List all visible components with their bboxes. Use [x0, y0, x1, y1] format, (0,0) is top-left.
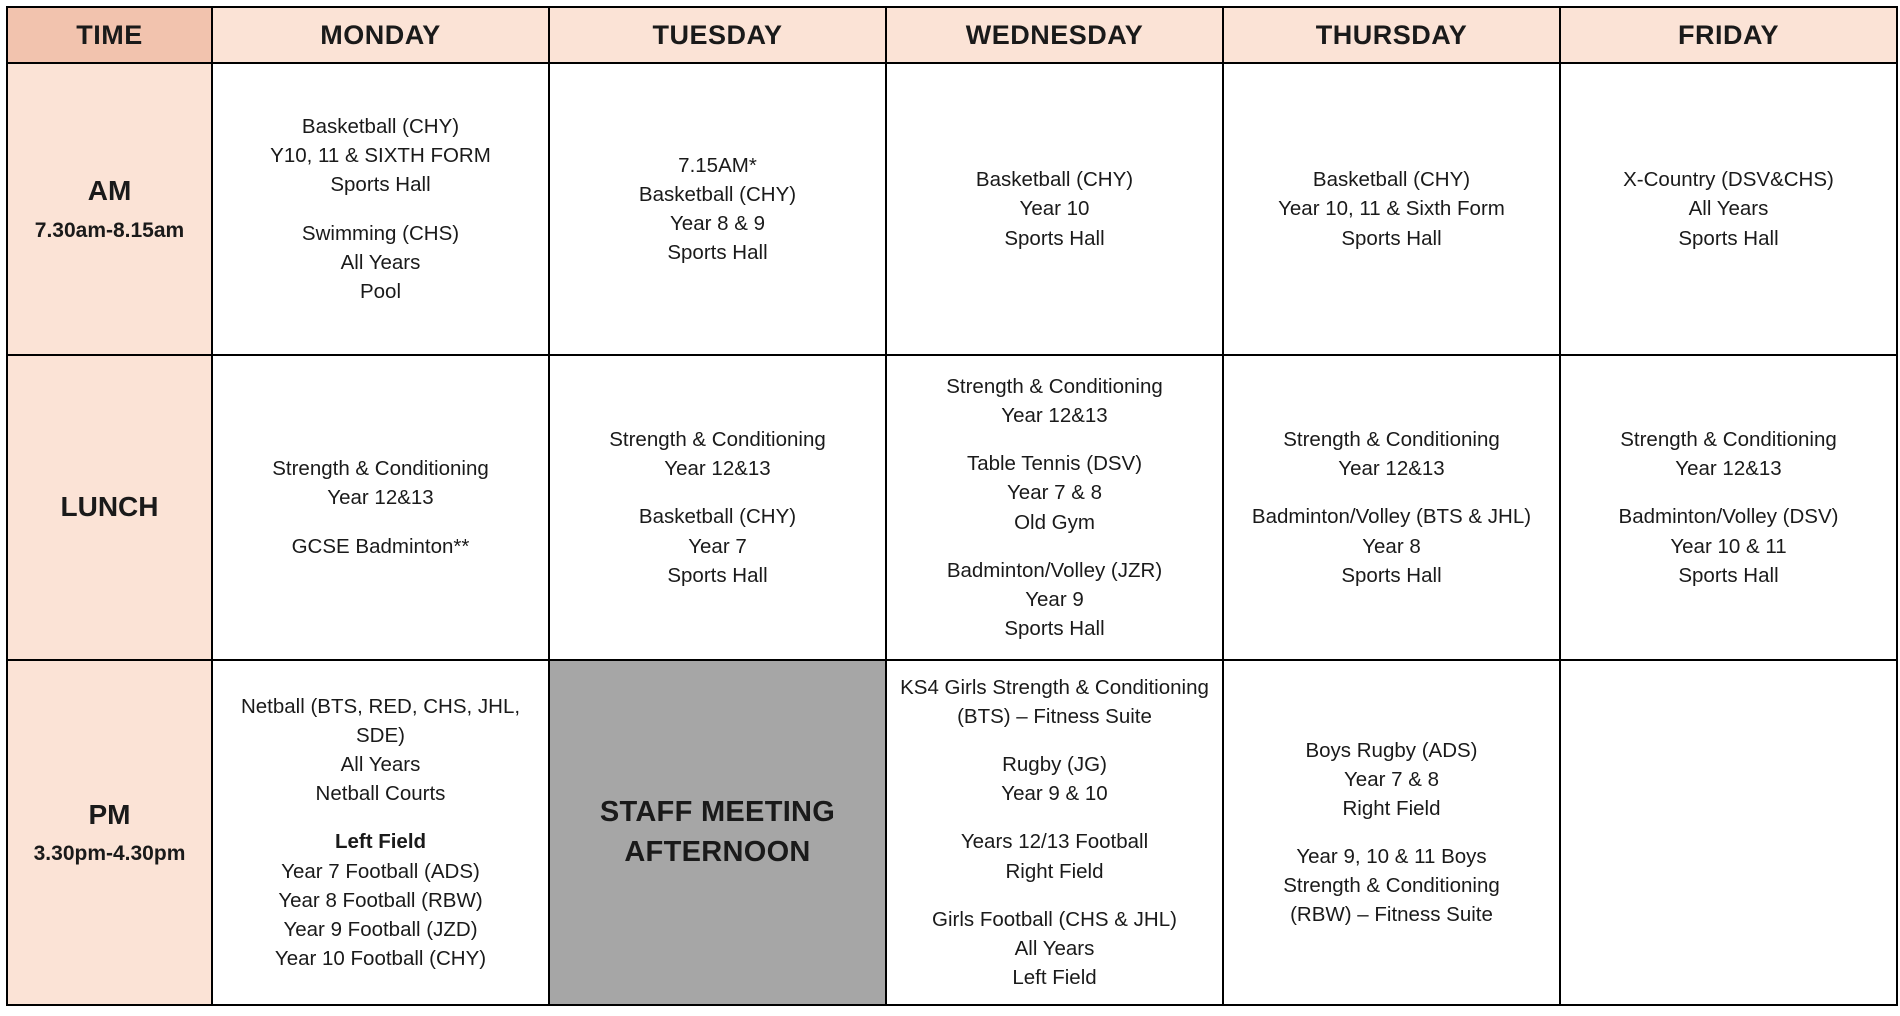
activity-line: 7.15AM* [678, 153, 757, 177]
activity-cell-tuesday-lunch [549, 355, 886, 660]
activity-line: Sports Hall [667, 563, 768, 587]
activity-cell-wednesday-pm [886, 660, 1223, 1005]
activity-line: Year 10 Football (CHY) [274, 946, 487, 970]
activity-line: Pool [359, 279, 402, 303]
activity-line: Swimming (CHS) [301, 221, 460, 245]
activity-line: Year 10 [1019, 197, 1090, 221]
activity-line: Rugby (JG) [1002, 753, 1107, 777]
activity-line: Year 12&13 [1338, 457, 1445, 481]
activity-line: Left Field [1012, 965, 1097, 989]
activity-line: Netball Courts [315, 782, 446, 806]
activity-line: Year 10 & 11 [1670, 534, 1787, 558]
header-day-wednesday: WEDNESDAY [886, 7, 1223, 63]
activity-block [893, 905, 1216, 992]
activity-line: Year 7 Football (ADS) [281, 859, 480, 883]
activity-block [893, 750, 1216, 808]
time-slot-lunch [7, 355, 212, 660]
staff-meeting-line: AFTERNOON [624, 835, 811, 868]
table-header [7, 7, 1897, 63]
activity-line: Strength & Conditioning [609, 428, 826, 452]
activity-line: All Years [1014, 936, 1095, 960]
activity-block [893, 673, 1216, 731]
activity-line: (BTS) – Fitness Suite [957, 705, 1152, 729]
activity-line: Badminton/Volley (BTS & JHL) [1251, 505, 1532, 529]
time-slot-label: PM [88, 798, 131, 830]
activity-line: Basketball (CHY) [638, 182, 797, 206]
activity-cell-thursday-lunch [1223, 355, 1560, 660]
activity-line: Strength & Conditioning [1283, 428, 1500, 452]
activity-line: Boys Rugby (ADS) [1305, 738, 1478, 762]
activity-block [556, 425, 879, 483]
activity-line: Year 7 & 8 [1344, 767, 1439, 791]
activity-line: Sports Hall [330, 173, 431, 197]
activity-block [893, 556, 1216, 643]
activity-line: Year 7 & 8 [1007, 481, 1102, 505]
activity-line: Basketball (CHY) [1312, 168, 1471, 192]
time-slot-range: 7.30am-8.15am [34, 218, 185, 242]
activity-cell-friday-lunch [1560, 355, 1897, 660]
activity-line: Year 9 Football (JZD) [283, 917, 478, 941]
activity-block [1567, 425, 1890, 483]
activity-block [1230, 165, 1553, 252]
header-row [7, 7, 1897, 63]
activity-line: Year 9 & 10 [1001, 782, 1108, 806]
activity-line: Badminton/Volley (DSV) [1618, 505, 1839, 529]
activity-line: Sports Hall [1341, 563, 1442, 587]
activity-block [219, 454, 542, 512]
activity-line: Year 8 & 9 [670, 212, 765, 235]
header-day-monday: MONDAY [212, 7, 549, 63]
activity-line: (RBW) – Fitness Suite [1290, 903, 1493, 927]
activity-line: Year 12&13 [1675, 457, 1782, 481]
activity-line: All Years [340, 250, 421, 274]
activity-block [1230, 736, 1553, 823]
header-day-tuesday: TUESDAY [549, 7, 886, 63]
activity-block [219, 827, 542, 973]
activity-line: Y10, 11 & SIXTH FORM [270, 144, 491, 168]
activity-line: Strength & Conditioning [272, 457, 489, 481]
activity-block [1230, 502, 1553, 589]
activity-line: Year 12&13 [1001, 404, 1108, 428]
activity-line: Sports Hall [667, 241, 768, 265]
activity-line: Year 7 [688, 534, 747, 558]
header-time: TIME [7, 7, 212, 63]
activity-line: Year 10, 11 & Sixth Form [1278, 197, 1505, 221]
activity-cell-thursday-am [1223, 63, 1560, 355]
activity-block [1230, 425, 1553, 483]
activity-line: Right Field [1005, 859, 1104, 883]
activity-line: Year 12&13 [664, 457, 771, 481]
activity-block [556, 502, 879, 589]
activity-line: Strength & Conditioning [946, 375, 1163, 399]
activity-line: Year 9, 10 & 11 Boys [1296, 845, 1487, 868]
activity-block [1230, 842, 1553, 929]
activity-line: Badminton/Volley (JZR) [946, 558, 1163, 582]
activity-line: Years 12/13 Football [960, 830, 1149, 854]
activity-line: Sports Hall [1004, 226, 1105, 250]
activity-block [1567, 165, 1890, 252]
time-slot-range: 3.30pm-4.30pm [33, 842, 186, 865]
activity-line: Year 8 Football (RBW) [278, 888, 483, 912]
time-slot-am [7, 63, 212, 355]
timetable-row-lunch [7, 355, 1897, 660]
activity-line: Netball (BTS, RED, CHS, JHL, SDE) [240, 695, 521, 748]
time-slot-pm [7, 660, 212, 1005]
staff-meeting-line: STAFF MEETING [599, 796, 836, 829]
activity-line: Sports Hall [1341, 226, 1442, 250]
activity-cell-wednesday-am [886, 63, 1223, 355]
activity-line: All Years [340, 753, 421, 777]
header-day-friday: FRIDAY [1560, 7, 1897, 63]
activity-line: Basketball (CHY) [301, 115, 460, 139]
activity-block [219, 112, 542, 199]
activity-block [893, 827, 1216, 885]
time-slot-label: AM [87, 175, 132, 207]
timetable-row-pm [7, 660, 1897, 1005]
activity-cell-monday-pm [212, 660, 549, 1005]
staff-meeting-cell-tuesday [549, 660, 886, 1005]
activity-block [893, 449, 1216, 536]
activity-line: Basketball (CHY) [975, 168, 1134, 192]
activity-line: X-Country (DSV&CHS) [1623, 168, 1834, 192]
activity-cell-monday-lunch [212, 355, 549, 660]
activity-line: Table Tennis (DSV) [966, 452, 1143, 476]
activity-block [219, 532, 542, 561]
activity-cell-monday-am [212, 63, 549, 355]
activity-block [556, 151, 879, 267]
activity-line: Left Field [334, 830, 427, 854]
activity-cell-tuesday-am [549, 63, 886, 355]
activity-line: Girls Football (CHS & JHL) [932, 907, 1177, 931]
header-day-thursday: THURSDAY [1223, 7, 1560, 63]
activity-block [893, 165, 1216, 252]
activity-cell-friday-am [1560, 63, 1897, 355]
activity-cell-thursday-pm [1223, 660, 1560, 1005]
activity-line: Sports Hall [1678, 563, 1779, 587]
activity-line: Year 12&13 [327, 486, 434, 510]
empty-cell-friday [1560, 660, 1897, 1005]
table-body [7, 63, 1897, 1005]
activity-line: Sports Hall [1004, 616, 1105, 640]
activity-line: Old Gym [1014, 510, 1095, 534]
activity-line: KS4 Girls Strength & Conditioning [900, 676, 1209, 699]
activity-line: Basketball (CHY) [638, 505, 797, 529]
activity-block [893, 372, 1216, 430]
activity-line: Year 9 [1025, 587, 1084, 611]
activity-block [1567, 502, 1890, 589]
activity-line: Right Field [1342, 796, 1441, 820]
activity-cell-wednesday-lunch [886, 355, 1223, 660]
activity-line: Strength & Conditioning [1283, 874, 1500, 898]
activity-line: Year 8 [1362, 534, 1421, 558]
activity-line: Sports Hall [1678, 226, 1779, 250]
activity-line: Strength & Conditioning [1620, 428, 1837, 452]
activity-line: GCSE Badminton** [291, 534, 470, 558]
timetable-row-am [7, 63, 1897, 355]
activity-block [219, 219, 542, 306]
activity-line: All Years [1688, 197, 1769, 221]
time-slot-label: LUNCH [60, 491, 159, 523]
activity-block [219, 692, 542, 808]
extracurricular-timetable [6, 6, 1898, 1006]
